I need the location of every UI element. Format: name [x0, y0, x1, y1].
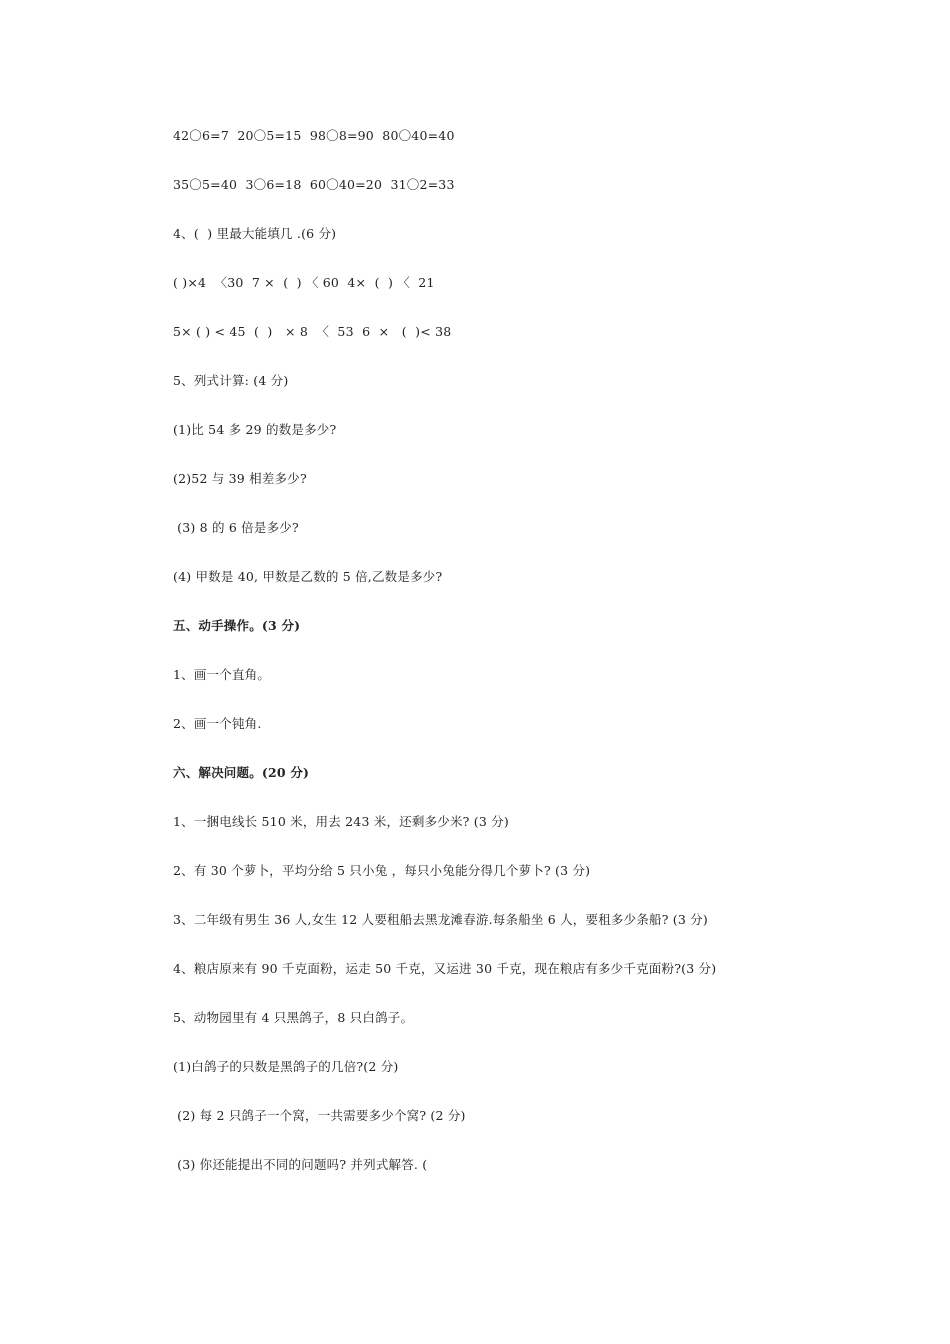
- question-4-heading: 4、( ) 里最大能填几 .(6 分): [173, 226, 337, 241]
- section-6-problem-2: 2、有 30 个萝卜，平均分给 5 只小兔 ，每只小兔能分得几个萝卜? (3 分): [173, 863, 591, 878]
- question-5-heading: 5、列式计算: (4 分): [173, 373, 289, 388]
- section-5-heading: 五、动手操作。(3 分): [173, 618, 301, 633]
- question-5-item-2: (2)52 与 39 相差多少?: [173, 471, 307, 486]
- operator-fill-row-1: 42〇6=7 20〇5=15 98〇8=90 80〇40=40: [173, 128, 455, 143]
- section-6-problem-4: 4、粮店原来有 90 千克面粉，运走 50 千克，又运进 30 千克，现在粮店有多少千克面粉?(3 分): [173, 961, 717, 976]
- question-4-row-2: 5× ( ) < 45 ( ) × 8 〈 53 6 × ( )< 38: [173, 324, 452, 339]
- section-6-problem-3: 3、二年级有男生 36 人,女生 12 人要租船去黑龙滩春游.每条船坐 6 人，要租多少条船? (3 分): [173, 912, 708, 927]
- section-5-item-1: 1、画一个直角。: [173, 667, 271, 682]
- question-4-row-1: ( )×4 〈30 7 × ( ) 〈 60 4× ( ) 〈 21: [173, 275, 435, 290]
- problem-5-sub-1: (1)白鸽子的只数是黑鸽子的几倍?(2 分): [173, 1059, 399, 1074]
- question-5-item-1: (1)比 54 多 29 的数是多少?: [173, 422, 337, 437]
- section-6-problem-1: 1、一捆电线长 510 米，用去 243 米，还剩多少米? (3 分): [173, 814, 509, 829]
- section-6-heading: 六、解决问题。(20 分): [173, 765, 310, 780]
- problem-5-sub-2: (2) 每 2 只鸽子一个窝，一共需要多少个窝? (2 分): [173, 1108, 466, 1123]
- section-5-item-2: 2、画一个钝角.: [173, 716, 262, 731]
- problem-5-sub-3: (3) 你还能提出不同的问题吗? 并列式解答. (: [173, 1157, 428, 1172]
- question-5-item-3: (3) 8 的 6 倍是多少?: [173, 520, 299, 535]
- section-6-problem-5: 5、动物园里有 4 只黑鸽子，8 只白鸽子。: [173, 1010, 414, 1025]
- operator-fill-row-2: 35〇5=40 3〇6=18 60〇40=20 31〇2=33: [173, 177, 455, 192]
- question-5-item-4: (4) 甲数是 40, 甲数是乙数的 5 倍,乙数是多少?: [173, 569, 443, 584]
